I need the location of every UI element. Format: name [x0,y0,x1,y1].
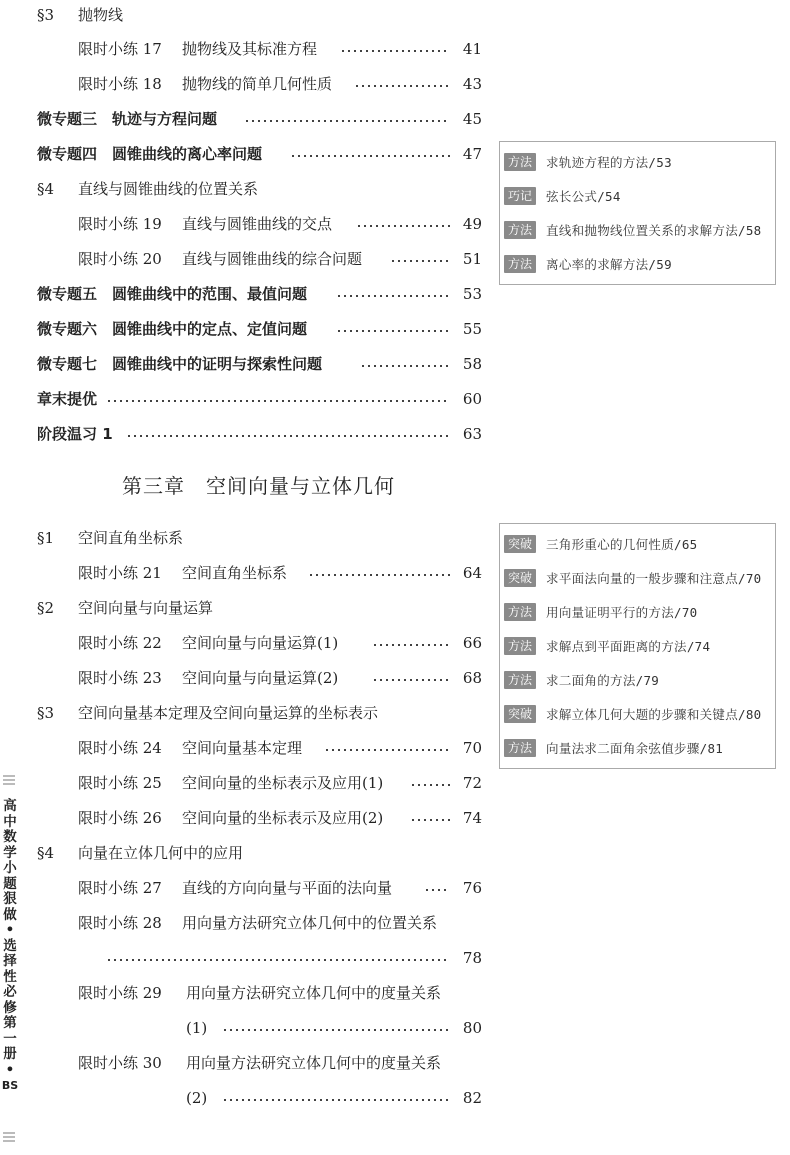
tip-item [504,663,771,697]
leader-dots [356,225,450,227]
toc-page: 68 [462,669,482,687]
toc-title: 空间向量基本定理 [182,739,303,757]
decorative-bars [3,775,15,785]
toc-entry [0,1048,790,1078]
toc-page: 64 [462,564,482,582]
toc-title: 空间直角坐标系 [78,529,184,547]
toc-entry [0,349,790,379]
toc-entry [0,768,790,798]
toc-title: 微专题六 圆锥曲线中的定点、定值问题 [37,320,308,338]
tip-text: 向量法求二面角余弦值步骤/81 [546,741,724,756]
tip-tag: 方法 [504,153,536,171]
leader-dots [324,749,450,751]
toc-title: 用向量方法研究立体几何中的位置关系 [182,914,438,932]
toc-page: 43 [462,75,482,93]
leader-dots [126,435,450,437]
toc-title: 向量在立体几何中的应用 [78,844,244,862]
toc-title: 空间直角坐标系 [182,564,288,582]
toc-page: 60 [462,390,482,408]
toc-page: 76 [462,879,482,897]
leader-dots [290,155,450,157]
tip-text: 求解立体几何大题的步骤和关键点/80 [546,707,762,722]
spine-text: 高 中 数 学 小 题 狠 做 • 选 择 性 必 修 第 一 册 • BS [1,798,19,1092]
tip-item [504,595,771,629]
chapter-title: 第三章 空间向量与立体几何 [122,474,395,498]
toc-title: 抛物线 [78,6,124,24]
tips-box [499,141,776,285]
toc-title: 阶段温习 1 [37,425,113,443]
tip-tag: 方法 [504,739,536,757]
toc-page: 66 [462,634,482,652]
toc-entry [0,69,790,99]
toc-title: 微专题七 圆锥曲线中的证明与探索性问题 [37,355,323,373]
leader-dots [410,819,450,821]
leader-dots [410,784,450,786]
tip-tag: 方法 [504,637,536,655]
tip-text: 弦长公式/54 [546,189,621,204]
leader-dots [336,295,450,297]
toc-entry-continued [0,1083,790,1113]
tip-text: 求轨迹方程的方法/53 [546,155,672,170]
tip-tag: 突破 [504,535,536,553]
leader-dots [390,260,450,262]
toc-label: 限时小练 26 [78,809,162,827]
toc-label: 限时小练 19 [78,215,162,233]
toc-entry [0,34,790,64]
leader-dots [372,644,450,646]
toc-title: (1) [186,1019,208,1037]
toc-page: 72 [462,774,482,792]
toc-label: §1 [37,529,55,547]
toc-page: 41 [462,40,482,58]
toc-label: 限时小练 22 [78,634,162,652]
toc-page: 49 [462,215,482,233]
toc-title: 空间向量的坐标表示及应用(1) [182,774,384,792]
toc-label: §3 [37,6,55,24]
toc-title: 抛物线的简单几何性质 [182,75,333,93]
tip-tag: 方法 [504,255,536,273]
toc-page: 80 [462,1019,482,1037]
toc-page: 51 [462,250,482,268]
toc-label: 限时小练 23 [78,669,162,687]
tip-text: 三角形重心的几何性质/65 [546,537,698,552]
toc-label: 限时小练 28 [78,914,162,932]
leader-dots [106,959,450,961]
toc-label: 限时小练 27 [78,879,162,897]
tip-tag: 巧记 [504,187,536,205]
leader-dots [336,330,450,332]
toc-page: 47 [462,145,482,163]
toc-label: 限时小练 18 [78,75,162,93]
toc-entry [0,908,790,938]
spine-title [0,765,20,1155]
toc-label: §2 [37,599,55,617]
tip-item [504,731,771,765]
tip-item [504,145,771,179]
toc-title: 空间向量与向量运算 [78,599,214,617]
tip-item [504,697,771,731]
tip-tag: 突破 [504,705,536,723]
toc-title: 直线的方向向量与平面的法向量 [182,879,393,897]
toc-label: §3 [37,704,55,722]
tip-text: 求二面角的方法/79 [546,673,660,688]
toc-entry [0,419,790,449]
tip-item [504,629,771,663]
decorative-bars [3,1132,15,1142]
toc-title: 空间向量与向量运算(2) [182,669,339,687]
tip-item [504,213,771,247]
toc-title: 微专题三 轨迹与方程问题 [37,110,218,128]
leader-dots [222,1029,450,1031]
tip-item [504,561,771,595]
toc-page: 70 [462,739,482,757]
toc-title: 直线与圆锥曲线的交点 [182,215,333,233]
tip-text: 求解点到平面距离的方法/74 [546,639,711,654]
toc-entry-continued [0,1013,790,1043]
leader-dots [244,120,450,122]
tip-tag: 方法 [504,221,536,239]
toc-label: 限时小练 30 [78,1054,162,1072]
toc-page: 45 [462,110,482,128]
leader-dots [308,574,450,576]
tip-text: 离心率的求解方法/59 [546,257,672,272]
toc-entry [0,803,790,833]
leader-dots [360,365,450,367]
toc-title: 用向量方法研究立体几何中的度量关系 [186,984,442,1002]
toc-entry [0,314,790,344]
leader-dots [340,50,450,52]
toc-label: 限时小练 25 [78,774,162,792]
toc-page: 63 [462,425,482,443]
toc-title: 直线与圆锥曲线的位置关系 [78,180,259,198]
tip-tag: 方法 [504,671,536,689]
toc-title: 章末提优 [37,390,98,408]
toc-title: 直线与圆锥曲线的综合问题 [182,250,363,268]
tip-item [504,527,771,561]
toc-page: 53 [462,285,482,303]
tip-item [504,179,771,213]
toc-label: 限时小练 24 [78,739,162,757]
toc-label: 限时小练 21 [78,564,162,582]
leader-dots [372,679,450,681]
toc-title: 微专题五 圆锥曲线中的范围、最值问题 [37,285,308,303]
tip-text: 求平面法向量的一般步骤和注意点/70 [546,571,762,586]
tips-box [499,523,776,769]
toc-label: 限时小练 20 [78,250,162,268]
toc-section [0,838,790,868]
toc-title: 空间向量与向量运算(1) [182,634,339,652]
leader-dots [424,889,450,891]
toc-entry [0,978,790,1008]
leader-dots [222,1099,450,1101]
toc-title: 抛物线及其标准方程 [182,40,318,58]
toc-label: 限时小练 29 [78,984,162,1002]
toc-title: 空间向量基本定理及空间向量运算的坐标表示 [78,704,379,722]
toc-entry [0,873,790,903]
leader-dots [354,85,450,87]
toc-label: §4 [37,844,55,862]
toc-page: 58 [462,355,482,373]
toc-page: 74 [462,809,482,827]
toc-label: §4 [37,180,55,198]
tip-text: 直线和抛物线位置关系的求解方法/58 [546,223,762,238]
toc-title: 用向量方法研究立体几何中的度量关系 [186,1054,442,1072]
toc-title: 空间向量的坐标表示及应用(2) [182,809,384,827]
tip-tag: 方法 [504,603,536,621]
leader-dots [106,400,450,402]
toc-page: 78 [462,949,482,967]
toc-title: 微专题四 圆锥曲线的离心率问题 [37,145,263,163]
tip-tag: 突破 [504,569,536,587]
tip-item [504,247,771,281]
toc-page: 55 [462,320,482,338]
toc-entry [0,104,790,134]
toc-section [0,0,790,30]
toc-entry [0,384,790,414]
toc-label: 限时小练 17 [78,40,162,58]
toc-page: 82 [462,1089,482,1107]
toc-entry-continued [0,943,790,973]
tip-text: 用向量证明平行的方法/70 [546,605,698,620]
toc-title: (2) [186,1089,208,1107]
